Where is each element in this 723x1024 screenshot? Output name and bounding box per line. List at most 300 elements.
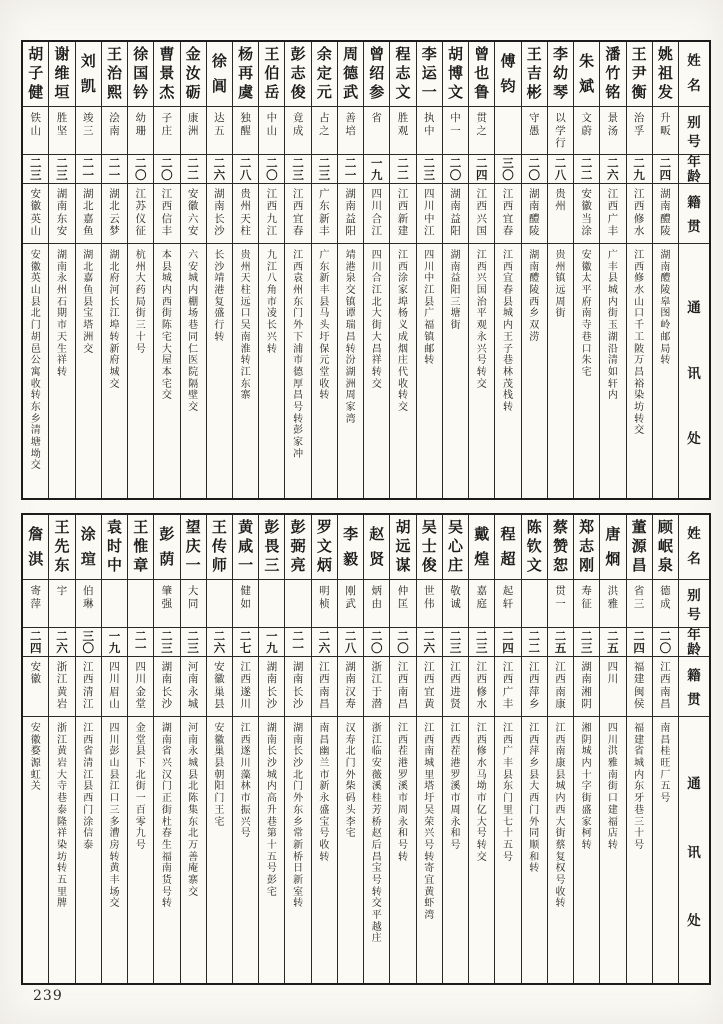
entry-age: 二 八	[233, 155, 258, 184]
entry-origin: 江 西 兴 国	[469, 184, 494, 244]
header-label-age: 年 龄	[679, 628, 709, 657]
entry-address: 江 西 涂 家 埠 杨 义 成 烟 庄 代 收 转 交	[398, 250, 409, 413]
entry-address: 湖 北 嘉 鱼 县 宝 塔 洲 交	[83, 250, 94, 355]
entry-origin: 江 西 修 水	[627, 184, 652, 244]
entry-name: 王 吉 彬	[522, 42, 547, 107]
entry-origin: 江 西 新 建	[390, 184, 415, 244]
entry-name: 陈 钦 文	[522, 515, 547, 580]
entry-origin: 江 西 宜 春	[285, 184, 310, 244]
entry-name: 彭 荫	[154, 515, 179, 580]
entry-alias	[495, 107, 520, 155]
entry-address: 江 西 修 水 山 口 千 工 陂 万 昌 裕 染 坊 转 交	[634, 250, 645, 437]
entry-age: 二 六	[600, 155, 625, 184]
entry-name: 李 幼 琴	[548, 42, 573, 107]
entry-column	[284, 515, 310, 983]
entry-alias: 嘉 庭	[469, 580, 494, 628]
entry-alias: 刚 武	[338, 580, 363, 628]
entry-age: 二 四	[23, 628, 48, 657]
entry-address: 湖 南 醴 陵 皋 图 岭 邮 局 转	[660, 250, 671, 367]
entry-address: 江 西 遂 川 藻 林 市 振 兴 号	[240, 723, 251, 840]
entry-alias: 达 五	[207, 107, 232, 155]
entry-address: 金 堂 县 下 北 街 一 百 零 九 号	[135, 723, 146, 851]
entry-origin: 江 西 南 昌	[653, 657, 678, 717]
entry-address: 湖 南 益 阳 三 塘 街	[450, 250, 461, 332]
entry-column	[258, 42, 284, 498]
entry-alias: 寄 萍	[23, 580, 48, 628]
entry-age: 二 二	[522, 628, 547, 657]
entry-origin: 江 西 南 昌	[312, 657, 337, 717]
entry-age: 二 三	[154, 628, 179, 657]
entry-alias: 省	[364, 107, 389, 155]
entry-address: 安 徽 巢 县 朝 阳 门 王 宅	[214, 723, 225, 828]
entry-alias: 铁 山	[23, 107, 48, 155]
entry-name: 王 传 师	[207, 515, 232, 580]
entry-name: 戴 煌	[469, 515, 494, 580]
entry-alias: 浍 南	[102, 107, 127, 155]
entry-column	[363, 515, 389, 983]
entry-name: 唐 烱	[600, 515, 625, 580]
entry-age: 二 一	[128, 628, 153, 657]
entry-age: 二 四	[653, 155, 678, 184]
entry-origin: 河 南 永 城	[181, 657, 206, 717]
entry-name: 吴 士 俊	[417, 515, 442, 580]
entry-alias: 仲 匡	[390, 580, 415, 628]
entry-alias: 胜 坚	[49, 107, 74, 155]
entry-origin: 江 西 修 水	[469, 657, 494, 717]
entry-origin: 江 西 广 丰	[600, 184, 625, 244]
entry-name: 徐 阊	[207, 42, 232, 107]
entry-alias: 独 醒	[233, 107, 258, 155]
page-number: 239	[33, 988, 63, 1004]
entry-column	[599, 515, 625, 983]
entry-name: 黄 咸 一	[233, 515, 258, 580]
entry-alias: 大 同	[181, 580, 206, 628]
entry-address: 广 丰 县 城 内 街 玉 湖 沿 清 如 轩 内	[607, 250, 618, 402]
entry-column	[101, 515, 127, 983]
entry-alias: 寿 征	[574, 580, 599, 628]
entry-column	[521, 42, 547, 498]
entry-name: 曾 绍 参	[364, 42, 389, 107]
entry-name: 涂 瑄	[76, 515, 101, 580]
entry-column	[258, 515, 284, 983]
entry-column	[284, 42, 310, 498]
entry-name: 程 超	[495, 515, 520, 580]
entry-alias: 胜 观	[390, 107, 415, 155]
header-label-alias: 别 号	[679, 107, 709, 155]
entry-address: 福 建 省 城 内 东 牙 巷 三 十 号	[634, 723, 645, 851]
entry-origin: 江 苏 仪 征	[128, 184, 153, 244]
entry-age: 二 三	[181, 628, 206, 657]
entry-column	[389, 515, 415, 983]
entry-age: 二 三	[23, 155, 48, 184]
entry-age: 二 五	[548, 628, 573, 657]
entry-column	[311, 515, 337, 983]
entry-alias	[128, 580, 153, 628]
entry-alias: 宇	[49, 580, 74, 628]
entry-address: 本 县 城 内 西 街 陈 宅 大 屋 本 宅 交	[161, 250, 172, 402]
entry-alias: 世 伟	[417, 580, 442, 628]
entry-name: 王 治 熙	[102, 42, 127, 107]
entry-age: 一 九	[364, 155, 389, 184]
entry-origin: 湖 南 长 沙	[259, 657, 284, 717]
header-label-origin: 籍 贯	[679, 184, 709, 244]
entry-column	[232, 515, 258, 983]
entry-age: 二 八	[548, 155, 573, 184]
entry-address: 江 西 茬 港 罗 溪 市 周 永 和 号	[450, 723, 461, 851]
entry-address: 广 东 新 丰 县 马 头 圩 保 元 堂 收 转	[319, 250, 330, 402]
entry-age: 二 〇	[154, 155, 179, 184]
entry-origin: 四 川 合 江	[364, 184, 389, 244]
entry-origin: 江 西 遂 川	[233, 657, 258, 717]
entry-column	[180, 42, 206, 498]
entry-column	[521, 515, 547, 983]
entry-age: 二 三	[49, 155, 74, 184]
entry-address: 湖 北 府 河 长 江 埠 转 新 府 城 交	[109, 250, 120, 390]
entry-origin: 浙 江 于 潜	[364, 657, 389, 717]
entry-name: 赵 贤	[364, 515, 389, 580]
entry-column	[416, 42, 442, 498]
entry-age: 二 六	[207, 628, 232, 657]
entry-alias: 升 畈	[653, 107, 678, 155]
entry-origin: 福 建 闽 侯	[627, 657, 652, 717]
entry-age: 二 一	[285, 628, 310, 657]
entry-origin: 湖 南 汉 寿	[338, 657, 363, 717]
entry-origin: 江 西 萍 乡	[522, 657, 547, 717]
entry-origin: 贵 州	[548, 184, 573, 244]
entry-address: 江 西 茬 港 罗 溪 市 周 永 和 号 转	[398, 723, 409, 863]
entry-column	[442, 515, 468, 983]
entry-origin: 湖 南 长 沙	[285, 657, 310, 717]
entry-column	[547, 515, 573, 983]
entry-column	[23, 42, 48, 498]
entry-address: 江 西 宜 春 县 城 内 王 子 巷 林 茂 栈 转	[502, 250, 513, 413]
entry-origin: 安 徽 六 安	[181, 184, 206, 244]
entry-alias: 中 山	[259, 107, 284, 155]
entry-name: 董 源 昌	[627, 515, 652, 580]
entry-column	[127, 515, 153, 983]
entry-origin: 湖 南 湘 阴	[574, 657, 599, 717]
entry-age: 二 〇	[364, 628, 389, 657]
entry-alias: 治 孚	[627, 107, 652, 155]
entry-origin: 安 徽	[23, 657, 48, 717]
entry-origin: 贵 州 天 柱	[233, 184, 258, 244]
entry-address: 江 西 南 城 里 塔 圩 吴 荣 兴 号 转 寄 宜 黄 虾 湾	[424, 723, 435, 921]
entry-name: 李 运 一	[417, 42, 442, 107]
entry-address: 河 南 永 城 县 北 陈 集 东 北 万 善 庵 寨 交	[188, 723, 199, 898]
header-label-alias: 别 号	[679, 580, 709, 628]
entry-age: 三 〇	[76, 628, 101, 657]
header-label-origin: 籍 贯	[679, 657, 709, 717]
entry-origin: 湖 北 嘉 鱼	[76, 184, 101, 244]
entry-alias: 中 一	[443, 107, 468, 155]
entry-origin: 江 西 进 贤	[443, 657, 468, 717]
entry-column	[626, 515, 652, 983]
entry-age: 二 四	[495, 628, 520, 657]
entry-address: 江 西 省 清 江 县 西 门 涂 信 泰	[83, 723, 94, 851]
entry-address: 湖 南 醴 陵 西 乡 双 涝	[529, 250, 540, 343]
entry-origin: 湖 南 东 安	[49, 184, 74, 244]
entry-age: 二 四	[627, 628, 652, 657]
entry-column	[363, 42, 389, 498]
entry-age: 二 三	[443, 628, 468, 657]
entry-name: 蔡 赞 恕	[548, 515, 573, 580]
entry-origin: 四 川 眉 山	[102, 657, 127, 717]
entry-alias: 康 洲	[181, 107, 206, 155]
entry-origin: 湖 南 醴 陵	[522, 184, 547, 244]
entry-name: 王 伯 岳	[259, 42, 284, 107]
entry-alias: 起 轩	[495, 580, 520, 628]
entry-name: 曹 景 杰	[154, 42, 179, 107]
directory-table-bottom	[21, 513, 711, 985]
entry-address: 四 川 彭 山 县 江 口 三 多 漕 房 转 黄 丰 场 交	[109, 723, 120, 910]
entry-age: 二 六	[312, 628, 337, 657]
entry-address: 四 川 洪 雅 南 街 口 建 福 店 转	[607, 723, 618, 851]
entry-origin: 安 徽 当 涂	[574, 184, 599, 244]
entry-age: 二 三	[469, 628, 494, 657]
entry-age: 二 〇	[443, 155, 468, 184]
entry-alias: 炳 由	[364, 580, 389, 628]
entry-name: 胡 远 谋	[390, 515, 415, 580]
entry-alias: 德 成	[653, 580, 678, 628]
entry-name: 姚 祖 发	[653, 42, 678, 107]
entry-alias: 健 如	[233, 580, 258, 628]
entry-column	[626, 42, 652, 498]
entry-name: 王 尹 衡	[627, 42, 652, 107]
entry-age: 二 六	[207, 155, 232, 184]
entry-alias	[207, 580, 232, 628]
entry-address: 安 徽 太 平 府 南 寺 巷 口 朱 宅	[581, 250, 592, 378]
entry-origin: 江 西 宜 春	[495, 184, 520, 244]
entry-address: 浙 江 黄 岩 大 寺 巷 泰 隆 祥 染 坊 转 五 里 牌	[56, 723, 67, 910]
entry-alias: 执 中	[417, 107, 442, 155]
entry-address: 杭 州 大 药 局 街 三 十 号	[135, 250, 146, 355]
entry-address: 南 昌 桂 旺 厂 五 号	[660, 723, 671, 805]
entry-origin: 江 西 广 丰	[495, 657, 520, 717]
entry-origin: 湖 南 醴 陵	[653, 184, 678, 244]
entry-name: 李 毅	[338, 515, 363, 580]
entry-address: 湖 南 省 兴 汉 门 正 街 杜 春 生 福 南 货 号 转	[161, 723, 172, 910]
entry-address: 靖 港 泉 交 镇 谭 瑞 昌 转 汾 湖 洲 周 家 湾	[345, 250, 356, 425]
entry-address: 六 安 城 内 棚 场 巷 同 仁 医 院 隔 壁 交	[188, 250, 199, 413]
entry-origin: 广 东 新 丰	[312, 184, 337, 244]
entry-address: 贵 州 镇 远 周 街	[555, 250, 566, 320]
entry-name: 朱 斌	[574, 42, 599, 107]
entry-age: 二 四	[469, 155, 494, 184]
entry-age: 三 〇	[495, 155, 520, 184]
entry-address: 湘 阴 城 内 十 字 街 盛 家 柯 转	[581, 723, 592, 851]
entry-name: 罗 文 炳	[312, 515, 337, 580]
entry-column	[599, 42, 625, 498]
entry-address: 贵 州 天 柱 远 口 吴 南 淮 转 江 东 寨	[240, 250, 251, 402]
entry-age: 二 三	[312, 155, 337, 184]
entry-age: 一 九	[102, 628, 127, 657]
entry-origin: 湖 南 长 沙	[207, 184, 232, 244]
entry-origin: 浙 江 黄 岩	[49, 657, 74, 717]
entry-name: 潘 竹 铭	[600, 42, 625, 107]
entry-address: 四 川 合 江 北 大 街 大 昌 祥 转 交	[371, 250, 382, 390]
entry-alias: 省 三	[627, 580, 652, 628]
entry-column	[547, 42, 573, 498]
entry-address: 湖 南 永 州 石 期 市 天 生 祥 转	[56, 250, 67, 378]
entry-age: 二 〇	[522, 155, 547, 184]
entry-alias	[259, 580, 284, 628]
entry-column	[337, 42, 363, 498]
entry-alias: 守 愚	[522, 107, 547, 155]
entry-column	[206, 42, 232, 498]
entry-name: 金 汝 砺	[181, 42, 206, 107]
entry-column	[573, 515, 599, 983]
entry-alias	[102, 580, 127, 628]
entry-origin: 湖 南 长 沙	[154, 657, 179, 717]
entry-origin: 四 川 中 江	[417, 184, 442, 244]
directory-table-top	[21, 40, 711, 500]
entry-origin: 江 西 南 昌	[390, 657, 415, 717]
entry-name: 彭 志 俊	[285, 42, 310, 107]
entry-origin: 四 川	[600, 657, 625, 717]
entry-address: 湖 南 长 沙 城 内 高 升 巷 第 十 五 号 彭 宅	[266, 723, 277, 898]
entry-column	[311, 42, 337, 498]
entry-column	[337, 515, 363, 983]
entry-address: 湖 南 长 沙 北 门 外 东 乡 常 新 桥 日 新 室 转	[293, 723, 304, 910]
entry-alias: 善 培	[338, 107, 363, 155]
entry-name: 王 惟 章	[128, 515, 153, 580]
header-column	[678, 515, 709, 983]
entry-column	[153, 42, 179, 498]
entry-origin: 湖 南 益 阳	[338, 184, 363, 244]
entry-alias: 文 蔚	[574, 107, 599, 155]
entry-address: 四 川 中 江 县 广 福 镇 邮 转	[424, 250, 435, 367]
entry-column	[23, 515, 48, 983]
entry-age: 二 三	[417, 155, 442, 184]
entry-alias: 肇 强	[154, 580, 179, 628]
entry-address: 安 徽 婺 源 虹 关	[30, 723, 41, 793]
entry-column	[206, 515, 232, 983]
entry-name: 彭 畏 三	[259, 515, 284, 580]
entry-column	[468, 42, 494, 498]
entry-name: 傅 钧	[495, 42, 520, 107]
entry-name: 周 德 武	[338, 42, 363, 107]
entry-alias: 幼 珊	[128, 107, 153, 155]
entry-name: 刘 凯	[76, 42, 101, 107]
entry-column	[494, 42, 520, 498]
entry-age: 二 一	[102, 155, 127, 184]
entry-name: 吴 心 庄	[443, 515, 468, 580]
entry-origin: 湖 北 云 梦	[102, 184, 127, 244]
entry-age: 二 一	[338, 155, 363, 184]
entry-alias: 伯 琳	[76, 580, 101, 628]
entry-age: 二 二	[390, 155, 415, 184]
entry-origin: 安 徽 英 山	[23, 184, 48, 244]
entry-age: 二 〇	[128, 155, 153, 184]
entry-age: 二 七	[233, 628, 258, 657]
entry-age: 二 二	[574, 155, 599, 184]
entry-name: 余 定 元	[312, 42, 337, 107]
entry-alias: 景 汤	[600, 107, 625, 155]
entry-origin: 湖 南 益 阳	[443, 184, 468, 244]
entry-name: 詹 淇	[23, 515, 48, 580]
header-label-name: 姓 名	[679, 42, 709, 107]
entry-alias: 以 学 行	[548, 107, 573, 155]
entry-origin: 江 西 宜 黄	[417, 657, 442, 717]
entry-age: 二 三	[574, 628, 599, 657]
entry-address: 江 西 南 康 县 城 内 西 大 街 蔡 复 权 号 收 转	[555, 723, 566, 910]
entry-name: 王 先 东	[49, 515, 74, 580]
entry-column	[652, 42, 678, 498]
entry-address: 南 昌 幽 兰 市 新 永 盛 宝 号 收 转	[319, 723, 330, 863]
entry-address: 江 西 广 丰 县 东 门 里 七 十 五 号	[502, 723, 513, 863]
entry-alias: 竟 成	[285, 107, 310, 155]
entry-name: 郑 志 刚	[574, 515, 599, 580]
entry-origin: 江 西 九 江	[259, 184, 284, 244]
entry-alias: 贯 一	[548, 580, 573, 628]
header-label-address: 通 讯 处	[687, 775, 701, 930]
entry-column	[153, 515, 179, 983]
entry-address: 长 沙 靖 港 复 盛 行 转	[214, 250, 225, 343]
entry-column	[652, 515, 678, 983]
entry-age: 二 五	[600, 628, 625, 657]
entry-name: 彭 弼 亮	[285, 515, 310, 580]
entry-column	[573, 42, 599, 498]
entry-address: 浙 江 临 安 薇 溪 桂 芳 桥 赵 后 昌 宝 号 转 交 平 越 庄	[371, 723, 382, 945]
header-label-address: 通 讯 处	[687, 299, 701, 448]
entry-alias: 敬 诚	[443, 580, 468, 628]
entry-column	[101, 42, 127, 498]
entry-column	[48, 515, 74, 983]
header-label-age: 年 龄	[679, 155, 709, 184]
entry-alias: 竣 三	[76, 107, 101, 155]
entry-origin: 江 西 信 丰	[154, 184, 179, 244]
entry-name: 杨 再 虞	[233, 42, 258, 107]
entry-alias: 洪 雅	[600, 580, 625, 628]
entry-name: 徐 国 钤	[128, 42, 153, 107]
entry-age: 二 六	[49, 628, 74, 657]
entry-column	[180, 515, 206, 983]
entry-alias	[285, 580, 310, 628]
entry-column	[75, 42, 101, 498]
entry-origin: 江 西 南 康	[548, 657, 573, 717]
entry-alias: 明 桢	[312, 580, 337, 628]
entry-origin: 江 西 清 江	[76, 657, 101, 717]
entry-column	[468, 515, 494, 983]
entry-column	[75, 515, 101, 983]
entry-age: 二 三	[285, 155, 310, 184]
header-column	[678, 42, 709, 498]
entry-age: 二 〇	[259, 155, 284, 184]
entry-alias: 占 之	[312, 107, 337, 155]
entry-age: 二 一	[76, 155, 101, 184]
entry-age: 二 二	[181, 155, 206, 184]
entry-address: 江 西 萍 乡 县 大 西 门 外 同 顺 和 转	[529, 723, 540, 875]
entry-name: 望 庆 一	[181, 515, 206, 580]
entry-age: 二 九	[627, 155, 652, 184]
entry-column	[494, 515, 520, 983]
entry-column	[442, 42, 468, 498]
entry-name: 袁 时 中	[102, 515, 127, 580]
entry-address: 江 西 修 水 马 坳 市 亿 大 号 转 交	[476, 723, 487, 863]
entry-name: 胡 博 文	[443, 42, 468, 107]
entry-name: 程 志 文	[390, 42, 415, 107]
entry-address: 江 西 袁 州 东 门 外 下 浦 市 德 厚 昌 号 转 彭 家 冲	[293, 250, 304, 460]
entry-alias: 子 庄	[154, 107, 179, 155]
entry-age: 二 〇	[653, 628, 678, 657]
entry-origin: 安 徽 巢 县	[207, 657, 232, 717]
entry-address: 安 徽 英 山 县 北 门 胡 邑 公 寓 收 转 东 乡 清 塘 坳 交	[30, 250, 41, 472]
entry-name: 顾 岷 泉	[653, 515, 678, 580]
entry-alias	[522, 580, 547, 628]
entry-age: 二 八	[338, 628, 363, 657]
entry-alias: 贯 之	[469, 107, 494, 155]
entry-column	[416, 515, 442, 983]
